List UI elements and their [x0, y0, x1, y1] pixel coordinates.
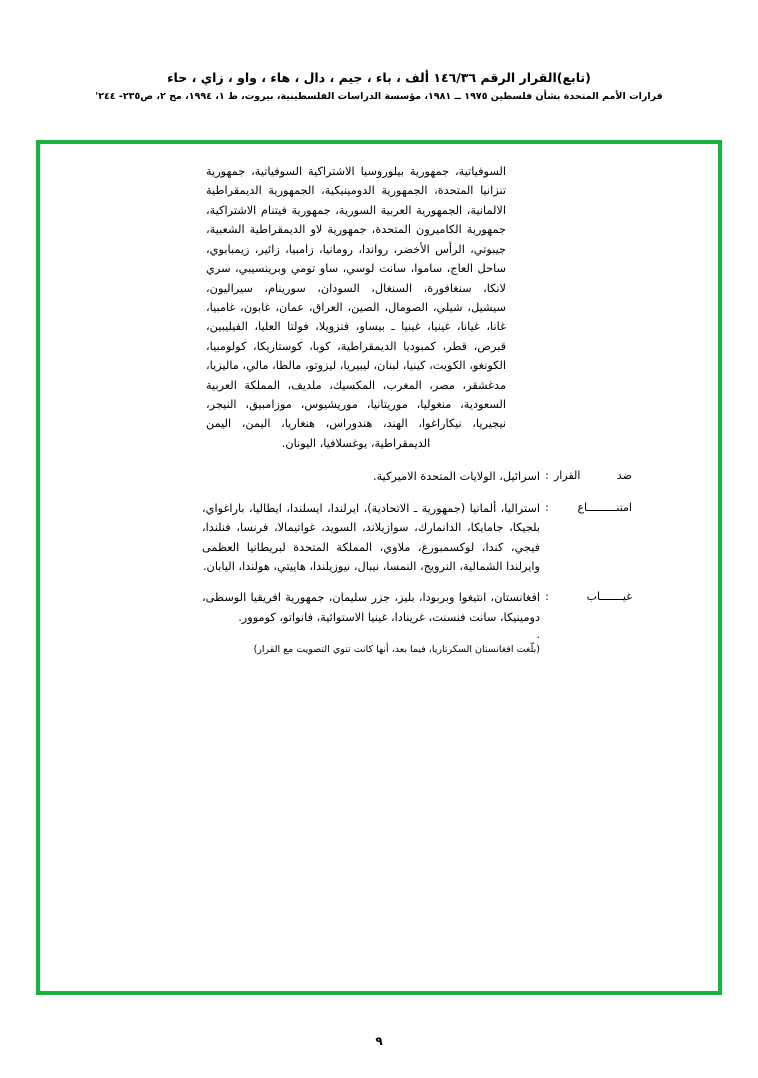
page-header [0, 0, 758, 102]
countries-list-paragraph: السوفياتية، جمهورية بيلوروسيا الاشتراكية السوفياتية، جمهورية تنزانيا المتحدة، الجمهورية الدومينيكية، الجمهورية الديمقراطية الالمانية، الجمهورية العربية السورية، جمهورية فيتنام الاشتراكية، جمهورية الكاميرون المتحدة، جمهورية لاو الديمقراطية الشعبية، جيبوتي، الرأس الأخضر، رواندا، رومانيا، زامبيا، زائير، زيمبابوي، ساحل العاج، ساموا، سانت لوسي، ساو تومي وبرينسيبي، سري لانكا، سنغافورة، السنغال، السودان، سورينام، سيراليون، سيشيل، شيلي، الصومال، الصين، العراق، عمان، غابون، غامبيا، غانا، غيانا، غينيا، غينيا ـ بيساو، فنزويلا، فولتا العليا، الفيليبين، قبرص، قطر، كمبوديا الديمقراطية، كوبا، كوستاريكا، كولومبيا، الكونغو، الكويت، كينيا، لبنان، ليبيريا، ليزوتو، مالطا، مالي، ماليزيا، مدغشقر، مصر، المغرب، المكسيك، ملديف، المملكة العربية السعودية، منغوليا، موريتانيا، موريشيوس، موزامبيق، النيجر، نيجيريا، نيكاراغوا، الهند، هندوراس، هنغاريا، اليمن، اليمن الديمقراطية، يوغسلافيا، اليونان. [206, 165, 506, 450]
stray-dot-mark: . [536, 628, 540, 642]
page-number: ٩ [375, 1034, 383, 1048]
vote-row-label: ضد القرار [554, 469, 632, 483]
vote-row-absent [202, 588, 632, 657]
vote-row-colon: : [545, 469, 549, 483]
vote-row-footnote: (بلّغت افغانستان السكرتاريا، فيما بعد، أنها كانت تنوي التصويت مع القرار) [253, 644, 540, 656]
vote-row-text: افغانستان، انتيغوا وبربودا، بليز، جزر سليمان، جمهورية افريقيا الوسطى، دومينيكا، سانت فنسنت، غرينادا، غينيا الاستوائية، فانواتو، كوموور. [202, 591, 540, 624]
resolution-title: (تابع)القرار الرقم ١٤٦/٣٦ ألف ، باء ، جيم ، دال ، هاء ، واو ، زاي ، حاء [167, 70, 591, 85]
vote-row-label: امتنـــــــــاع [577, 500, 632, 514]
vote-row-colon: : [545, 590, 549, 604]
vote-row-label: غيـــــــاب [586, 590, 632, 604]
vote-row-against [202, 467, 632, 486]
vote-row-colon: : [545, 500, 549, 514]
vote-row-text: اسرائيل، الولايات المتحدة الاميركية. [373, 470, 540, 484]
source-citation: قرارات الأمم المتحدة بشأن فلسطين ١٩٧٥ ــ ١٩٨١، مؤسسة الدراسات الفلسطينية، بيروت، ط ١، ١٩٩٤، مج ٢، ص٢٣٥- ٢٤٤' [95, 91, 663, 102]
content-area [64, 162, 694, 981]
vote-row-text: استراليا، ألمانيا (جمهورية ـ الاتحادية)، ايرلندا، ايسلندا، ايطاليا، باراغواي، بلجيكا، جامايكا، الدانمارك، سوازيلاند، السويد، غواتيمالا، فرنسا، فنلندا، فيجي، كندا، لوكسمبورغ، ملاوي، المملكة المتحدة لبريطانيا العظمى وايرلندا الشمالية، النرويج، النمسا، نيبال، نيوزيلندا، هاييتي، هولندا، اليابان. [202, 501, 540, 574]
green-content-frame [36, 140, 722, 995]
vote-breakdown [202, 467, 632, 657]
vote-row-abstained [202, 499, 632, 577]
vote-row-body-group [202, 588, 540, 657]
